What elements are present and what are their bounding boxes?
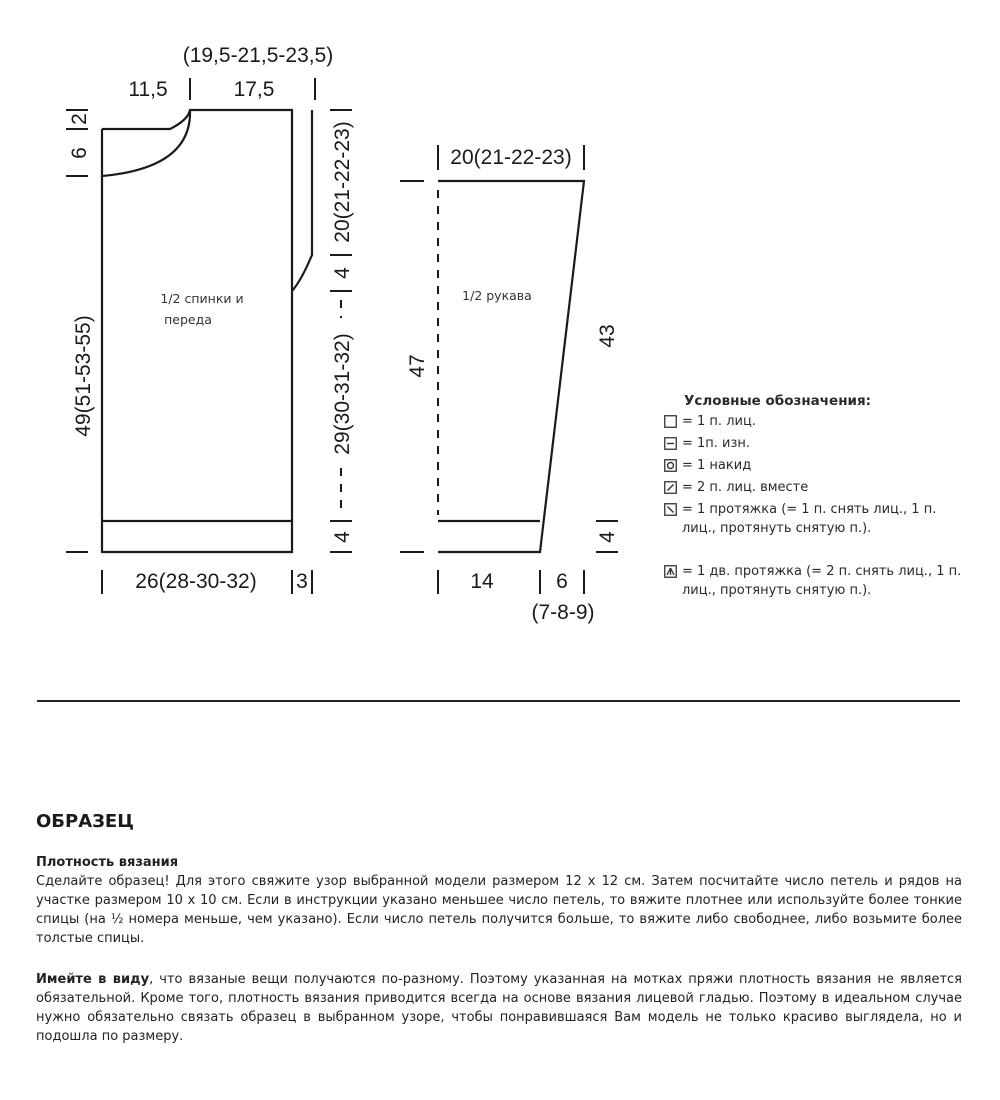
k2tog-icon <box>664 481 677 494</box>
body-label-line2: переда <box>164 312 212 327</box>
body-outline <box>102 110 312 552</box>
ssk-icon <box>664 503 677 516</box>
legend-text: = 1 дв. протяжка (= 2 п. снять лиц., 1 п. лиц., протянуть снятую п.). <box>682 564 962 598</box>
sleeve-piece <box>400 145 619 624</box>
legend-text: = 2 п. лиц. вместе <box>682 480 809 495</box>
legend-item <box>664 412 964 431</box>
yarn-over-icon <box>664 459 677 472</box>
front-neckline <box>102 110 190 176</box>
legend-item <box>664 434 964 453</box>
legend-item <box>664 456 964 475</box>
legend <box>664 393 964 603</box>
dim-neck-drop-top: 2 <box>68 113 91 125</box>
dim-sleeve-bottom-right-sizes: (7-8-9) <box>531 601 595 624</box>
legend-text: = 1п. изн. <box>682 436 751 451</box>
dim-sleeve-bottom-right: 6 <box>556 570 568 593</box>
body-label-line1: 1/2 спинки и <box>160 291 244 306</box>
dim-neck-drop: 6 <box>68 147 91 159</box>
legend-item <box>664 562 964 600</box>
legend-text: = 1 накид <box>682 458 752 473</box>
dim-neck-total: (19,5-21,5-23,5) <box>182 44 334 67</box>
note-lead: Имейте в виду <box>36 972 150 987</box>
section-title: ОБРАЗЕЦ <box>36 811 134 832</box>
double-decrease-icon <box>664 565 677 578</box>
legend-text: = 1 п. лиц. <box>682 414 756 429</box>
body-piece <box>66 44 354 594</box>
dim-sleeve-top: 20(21-22-23) <box>450 146 572 169</box>
dim-armhole-shaping: 4 <box>331 267 354 279</box>
legend-item <box>664 500 964 538</box>
sample-section <box>36 812 962 1046</box>
knit-stitch-icon <box>664 415 677 428</box>
dim-total-height: 49(51-53-55) <box>72 315 95 437</box>
legend-title: Условные обозначения: <box>684 393 872 409</box>
body-top-armhole <box>190 110 312 291</box>
dim-sleeve-bottom-left: 14 <box>470 570 494 593</box>
dim-sleeve-height: 47 <box>406 354 429 378</box>
sleeve-label: 1/2 рукава <box>462 288 532 303</box>
dim-sleeve-rib: 4 <box>596 531 619 543</box>
legend-text: = 1 протяжка (= 1 п. снять лиц., 1 п. лиц., протянуть снятую п.). <box>682 502 937 536</box>
dim-armhole: 20(21-22-23) <box>331 121 354 243</box>
purl-stitch-icon <box>664 437 677 450</box>
dim-width: 26(28-30-32) <box>135 570 257 593</box>
dim-width-step: 3 <box>296 570 308 593</box>
dim-sleeve-seam: 43 <box>596 324 619 348</box>
sleeve-outline <box>438 181 584 552</box>
section-subtitle: Плотность вязания <box>36 855 179 870</box>
dim-side: 29(30-31-32) <box>331 333 354 455</box>
legend-item <box>664 478 964 497</box>
dim-body-rib: 4 <box>331 531 354 543</box>
note-text: , что вязаные вещи получаются по-разному. Поэтому указанная на мотках пряжи плотность вязания не является обязательной. Кроме того, плотность вязания приводится всегда на основе вязания лицевой гладью. Поэтому в идеальном случае нужно обязательно связать образец в выбранном узоре, чтобы понравившаяся Вам модель не только красиво выглядела, но и подошла по размеру. <box>36 972 963 1044</box>
paragraph-note <box>36 970 962 1046</box>
dim-shoulder: 11,5 <box>128 78 168 101</box>
section-divider <box>37 700 960 702</box>
paragraph-gauge: Сделайте образец! Для этого свяжите узор выбранной модели размером 12 х 12 см. Затем посчитайте число петель и рядов на участке размером 10 х 10 см. Если в инструкции указано меньшее число петель, то вяжите плотнее или используйте более тонкие спицы (на ½ номера меньше, чем указано). Если число петель получится больше, то вяжите либо свободнее, либо возьмите более толстые спицы. <box>36 874 962 946</box>
dim-neck-half: 17,5 <box>233 78 275 101</box>
